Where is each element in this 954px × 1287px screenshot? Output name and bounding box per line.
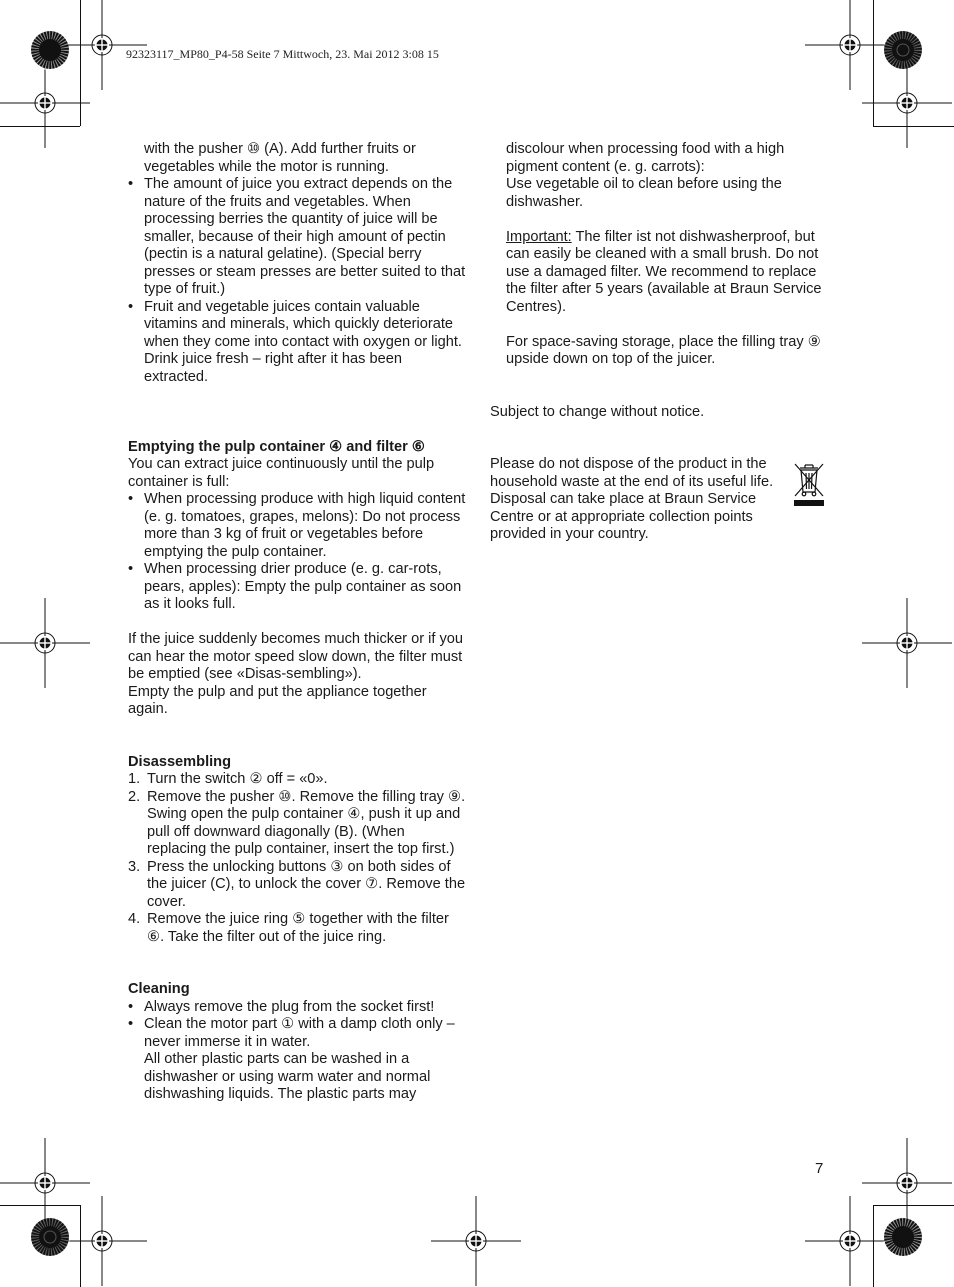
weee-bin-icon: [792, 460, 826, 508]
intro-line-2: vegetables while the motor is running.: [144, 158, 389, 175]
storage-note: For space-saving storage, place the filling tray ⑨ upside down on top of the juicer.: [506, 333, 821, 367]
step-2: [128, 789, 466, 859]
print-slug: 92323117_MP80_P4-58 Seite 7 Mittwoch, 23. Mai 2012 3:08 15: [126, 47, 439, 61]
important-text: The filter ist not dishwasherproof, but can easily be cleaned with a small brush. Do not use a damaged filter. We recommend to replace the filter after 5 years (available at Braun Service Centres).: [506, 228, 822, 315]
bullet-motor-part: • Clean the motor part ① with a damp cloth only – never immerse it in water.: [128, 1016, 466, 1051]
step-number: 3.: [128, 858, 141, 875]
step-1: [128, 771, 466, 789]
emptying-para-1: If the juice suddenly becomes much thicker or if you can hear the motor speed slow down, the filter must be emptied (see «Disas-sembling»).: [128, 631, 464, 682]
step-text: Remove the juice ring ⑤ together with the filter ⑥. Take the filter out of the juice ring.: [147, 911, 449, 945]
disposal-note: Please do not dispose of the product in the household waste at the end of its useful life. Disposal can take place at Braun Service Centre or at appropriate collection points provided in your country.: [490, 456, 774, 542]
heading-disassembling: Disassembling: [128, 753, 232, 770]
registration-mark-icon: [0, 58, 90, 148]
starburst-mark-icon: [30, 1217, 70, 1257]
heading-emptying: Emptying the pulp container ④ and filter ⑥: [128, 438, 425, 455]
bullet-remove-plug: • Always remove the plug from the socket first!: [128, 999, 466, 1017]
starburst-mark-icon: [30, 30, 70, 70]
cleaning-para: All other plastic parts can be washed in a dishwasher or using warm water and normal dishwashing liquids. The plastic parts may: [144, 1051, 431, 1102]
registration-mark-icon: [862, 598, 952, 688]
step-4: [128, 911, 466, 946]
cleaning-continued-2: Use vegetable oil to clean before using the dishwasher.: [506, 176, 782, 210]
page-number: 7: [815, 1160, 824, 1177]
emptying-intro: You can extract juice continuously until the pulp container is full:: [128, 456, 435, 490]
important-label: Important:: [506, 228, 572, 245]
registration-mark-icon: [57, 1196, 147, 1286]
emptying-para-2: Empty the pulp and put the appliance together again.: [128, 683, 427, 717]
step-number: 4.: [128, 911, 141, 927]
important-note: [490, 229, 830, 317]
registration-mark-icon: [862, 58, 952, 148]
registration-mark-icon: [0, 598, 90, 688]
right-column: [490, 141, 830, 544]
subject-to-change: Subject to change without notice.: [490, 403, 705, 420]
bullet-juice-amount: • The amount of juice you extract depends on the nature of the fruits and vegetables. When processing berries the quantity of juice will be smaller, because of their high amount of pectin (pectin is a natural gelatine). (Special berry presses or steam presses are better suited to that type of fruit.): [128, 176, 466, 299]
step-text: Turn the switch ② off = «0».: [147, 771, 328, 787]
registration-mark-icon: [431, 1196, 521, 1286]
step-number: 1.: [128, 771, 141, 787]
step-text: Remove the pusher ⑩. Remove the filling tray ⑨. Swing open the pulp container ④, push it up and pull off downward diagonally (B). (When replacing the pulp container, insert the top first.): [147, 788, 466, 857]
starburst-mark-icon: [883, 1217, 923, 1257]
registration-mark-icon: [805, 1196, 895, 1286]
bullet-vitamins: • Fruit and vegetable juices contain valuable vitamins and minerals, which quickly deteriorate when they come into contact with oxygen or light. Drink juice fresh – right after it has been extracted.: [128, 299, 466, 387]
step-text: Press the unlocking buttons ③ on both sides of the juicer (C), to unlock the cover ⑦. Remove the cover.: [147, 858, 466, 910]
starburst-mark-icon: [883, 30, 923, 70]
heading-cleaning: Cleaning: [128, 981, 190, 997]
step-number: 2.: [128, 788, 141, 805]
intro-line-1: with the pusher ⑩ (A). Add further fruits or: [144, 141, 416, 157]
left-column: [128, 141, 466, 1104]
cleaning-continued-1: discolour when processing food with a high pigment content (e. g. carrots):: [506, 141, 785, 175]
bullet-high-liquid: • When processing produce with high liquid content (e. g. tomatoes, grapes, melons): Do not process more than 3 kg of fruit or vegetables before emptying the pulp container.: [128, 491, 466, 561]
bullet-drier-produce: • When processing drier produce (e. g. car-rots, pears, apples): Empty the pulp container as soon as it looks full.: [128, 561, 466, 614]
step-3: [128, 859, 466, 912]
